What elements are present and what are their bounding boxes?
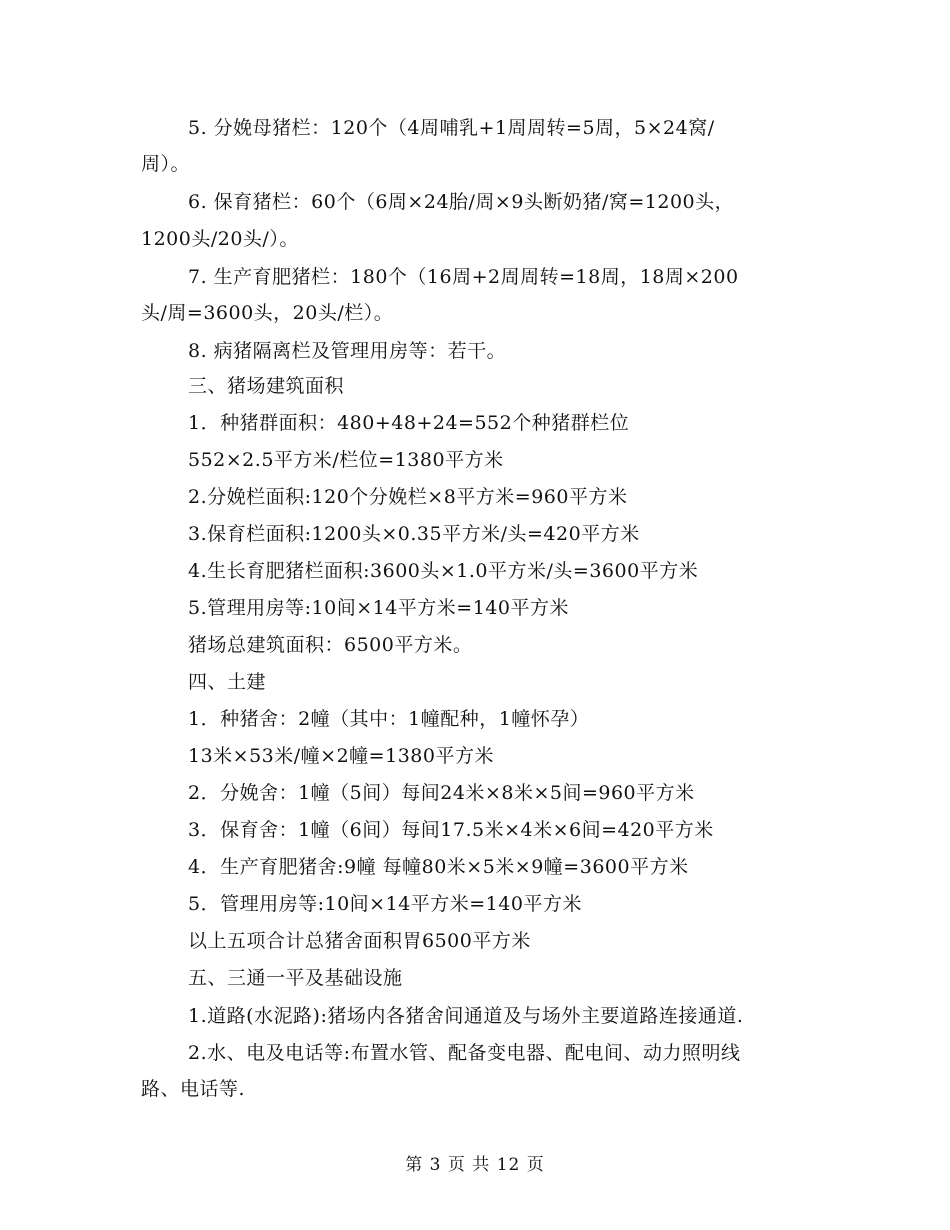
text-line-item7: 7. 生产育肥猪栏：180个（16周+2周周转=18周，18周×200	[188, 266, 739, 288]
text-line: 1．种猪群面积：480+48+24=552个种猪群栏位	[188, 412, 630, 434]
text-line: 3.保育栏面积:1200头×0.35平方米/头=420平方米	[188, 523, 640, 545]
page-number-footer: 第 3 页 共 12 页	[405, 1155, 545, 1175]
text-line-item6-cont: 1200头/20头/）。	[141, 228, 299, 250]
text-line: 13米×53米/幢×2幢=1380平方米	[188, 745, 494, 767]
text-line: 552×2.5平方米/栏位=1380平方米	[188, 449, 504, 471]
section-heading-4: 四、土建	[188, 671, 267, 693]
section-heading-3: 三、猪场建筑面积	[188, 375, 345, 397]
text-line-total: 以上五项合计总猪舍面积胃6500平方米	[188, 930, 531, 952]
text-line-total-area: 猪场总建筑面积：6500平方米。	[188, 634, 473, 656]
section-heading-5: 五、三通一平及基础设施	[188, 967, 403, 989]
text-line: 2．分娩舍：1幢（5间）每间24米×8米×5间=960平方米	[188, 782, 695, 804]
text-line: 5．管理用房等:10间×14平方米=140平方米	[188, 893, 582, 915]
text-line: 5.管理用房等:10间×14平方米=140平方米	[188, 597, 569, 619]
text-line: 2.分娩栏面积:120个分娩栏×8平方米=960平方米	[188, 486, 628, 508]
text-line-utilities: 2.水、电及电话等:布置水管、配备变电器、配电间、动力照明线	[188, 1042, 741, 1064]
text-line-item5-cont: 周）。	[141, 153, 191, 175]
text-line-roads: 1.道路(水泥路):猪场内各猪舍间通道及与场外主要道路连接通道.	[188, 1005, 744, 1027]
text-line: 3．保育舍：1幢（6间）每间17.5米×4米×6间=420平方米	[188, 819, 714, 841]
text-line-utilities-cont: 路、电话等.	[141, 1078, 246, 1100]
text-line: 4．生产育肥猪舍:9幢 每幢80米×5米×9幢=3600平方米	[188, 856, 689, 878]
text-line-item8: 8. 病猪隔离栏及管理用房等：若干。	[188, 340, 507, 362]
text-line-item5: 5. 分娩母猪栏：120个（4周哺乳+1周周转=5周，5×24窝/	[188, 117, 715, 139]
text-line: 4.生长育肥猪栏面积:3600头×1.0平方米/头=3600平方米	[188, 560, 699, 582]
text-line-item7-cont: 头/周=3600头，20头/栏）。	[141, 302, 394, 324]
text-line-item6: 6. 保育猪栏：60个（6周×24胎/周×9头断奶猪/窝=1200头，	[188, 191, 735, 213]
text-line: 1．种猪舍：2幢（其中：1幢配种，1幢怀孕）	[188, 708, 590, 730]
